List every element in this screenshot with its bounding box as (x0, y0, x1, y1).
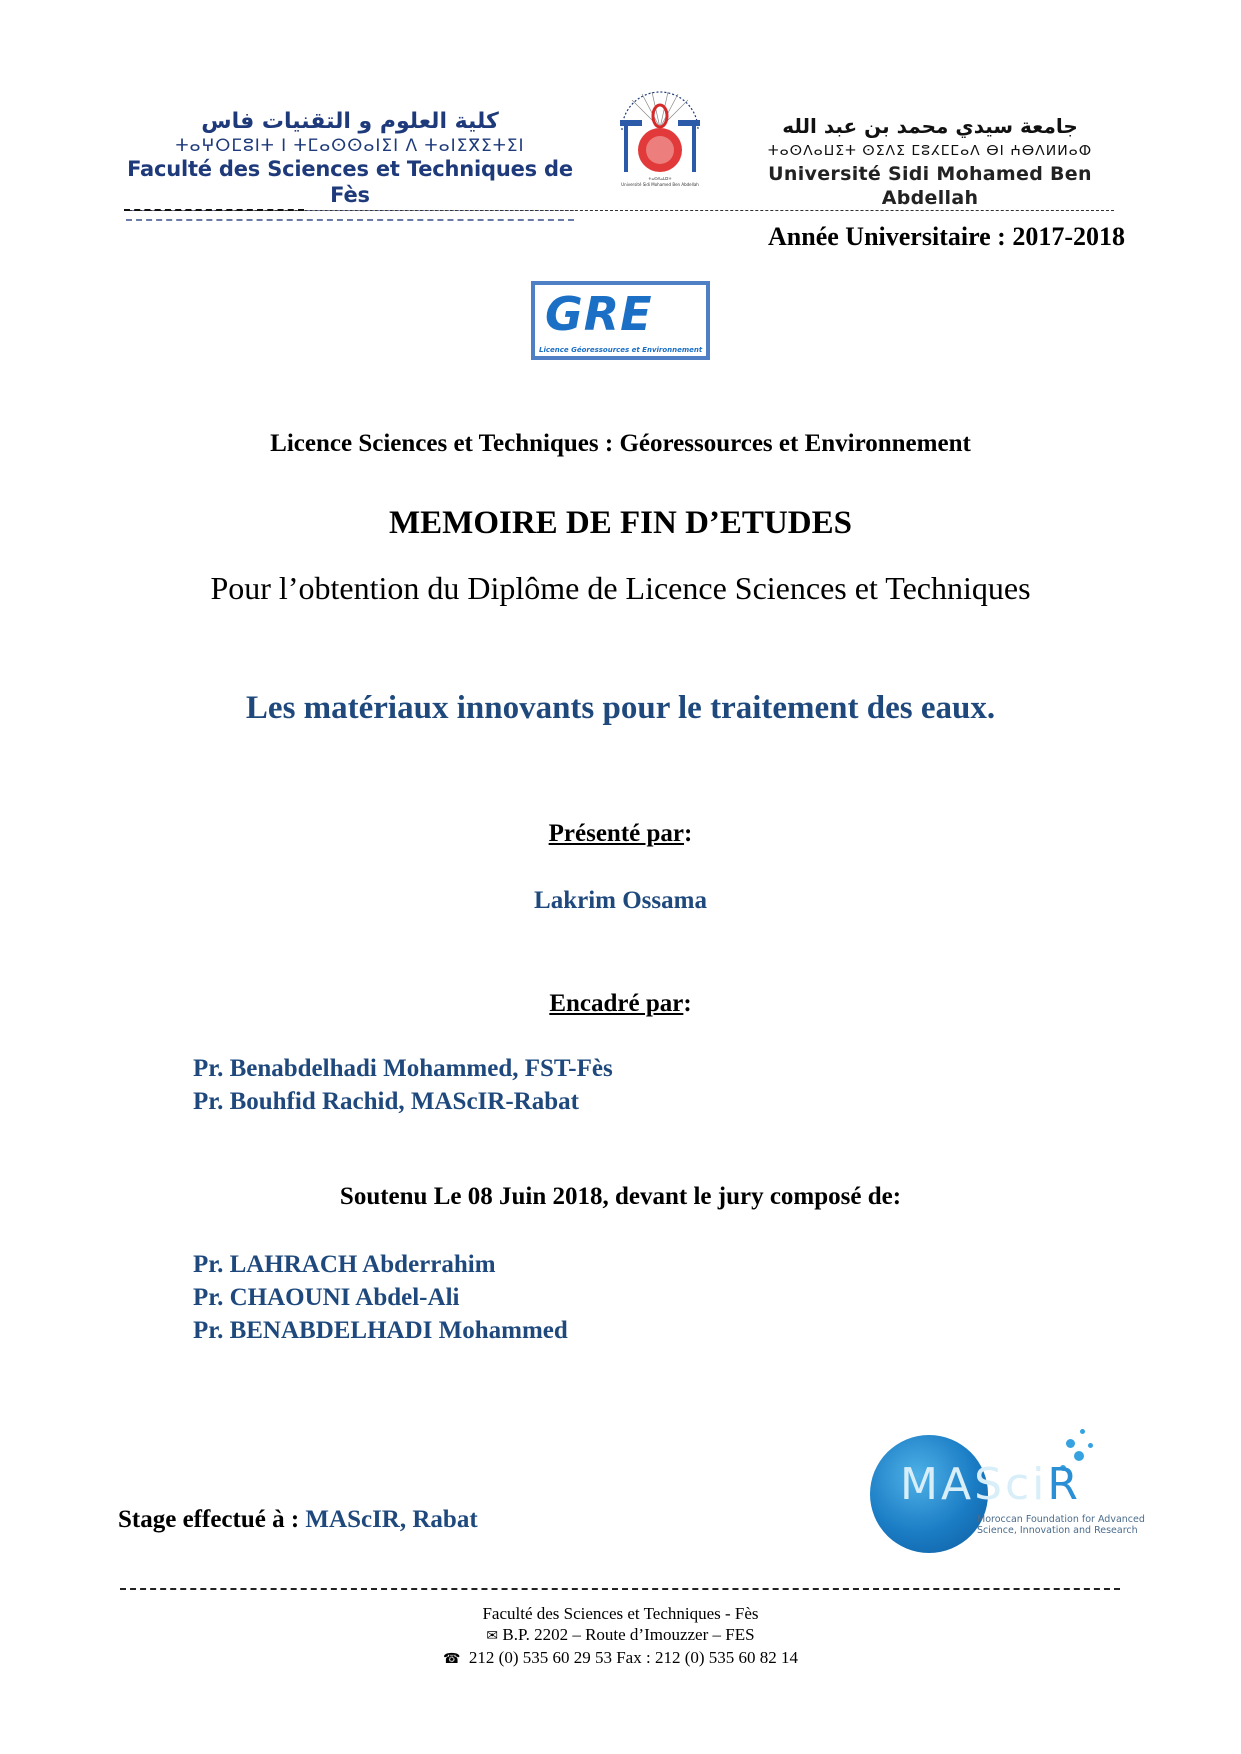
jury-list (193, 1248, 568, 1347)
supervisor-list (193, 1052, 613, 1118)
svg-text:ⵜⴰⵙⴷⴰⵡⵉⵜ: ⵜⴰⵙⴷⴰⵡⵉⵜ (648, 176, 672, 181)
jury-member: Pr. LAHRACH Abderrahim (193, 1251, 496, 1278)
student-name: Lakrim Ossama (534, 887, 707, 914)
jury-member: Pr. BENABDELHADI Mohammed (193, 1317, 568, 1344)
university-header (730, 112, 1130, 210)
jury-member: Pr. CHAOUNI Abdel-Ali (193, 1284, 460, 1311)
supervisor-item: Pr. Bouhfid Rachid, MAScIR-Rabat (193, 1088, 579, 1115)
footer-address-line (0, 1624, 1241, 1647)
thesis-title: Les matériaux innovants pour le traitement des eaux. (245, 690, 996, 726)
gre-logo-subtitle: Licence Géoressources et Environnement (539, 346, 703, 354)
mascir-logo (860, 1425, 1145, 1555)
faculty-name-tifinagh: ⵜⴰⵖⵔⵎⵓⵏⵜ ⵏ ⵜⵎⴰⵙⵙⴰⵏⵉⵏ ⴷ ⵜⴰⵏⵉⴳⵉⵜⵉⵏ (175, 136, 525, 156)
presented-by-heading: Présenté par: (548, 820, 693, 847)
supervised-by-label: Encadré par (549, 990, 684, 1017)
mascir-dot (1088, 1443, 1093, 1448)
phone-icon: ☎ (442, 1651, 461, 1667)
supervisor-item: Pr. Benabdelhadi Mohammed, FST-Fès (193, 1055, 613, 1082)
svg-text:Université Sidi Mohamed Ben Ab: Université Sidi Mohamed Ben Abdellah (621, 182, 699, 187)
presented-by-label: Présenté par (548, 820, 685, 847)
footer-divider (120, 1588, 1120, 1590)
document-type: MEMOIRE DE FIN D’ETUDES (389, 505, 852, 541)
defense-statement: Soutenu Le 08 Juin 2018, devant le jury composé de: (339, 1183, 902, 1210)
program-name: Licence Sciences et Techniques : Géoressources et Environnement (270, 430, 971, 457)
document-purpose: Pour l’obtention du Diplôme de Licence Sciences et Techniques (210, 570, 1031, 606)
faculty-header (120, 108, 580, 221)
gre-logo (531, 281, 710, 360)
mascir-logo-tagline: Moroccan Foundation for Advanced Science, Innovation and Research (977, 1514, 1145, 1536)
internship-place: MAScIR, Rabat (305, 1506, 478, 1533)
footer (0, 1603, 1241, 1670)
footer-address: B.P. 2202 – Route d’Imouzzer – FES (502, 1625, 755, 1644)
faculty-underline-divider (126, 210, 574, 221)
mail-icon: ✉ (486, 1628, 499, 1644)
internship-label: Stage effectué à : (118, 1506, 306, 1533)
internship-line (118, 1506, 478, 1534)
university-emblem-icon (612, 78, 708, 190)
university-name-arabic: جامعة سيدي محمد بن عبد الله (782, 114, 1078, 138)
academic-year: Année Universitaire : 2017-2018 (768, 222, 1125, 251)
university-name-french: Université Sidi Mohamed Ben Abdellah (768, 163, 1092, 209)
mascir-dot (1080, 1429, 1085, 1434)
mascir-dot (1066, 1439, 1075, 1448)
header-divider-accent (124, 209, 304, 211)
faculty-name-arabic: كلية العلوم و التقنيات فاس (201, 109, 499, 134)
gre-logo-letters: GRE (545, 287, 653, 341)
supervised-by-heading: Encadré par: (549, 990, 692, 1017)
university-name-tifinagh: ⵜⴰⵙⴷⴰⵡⵉⵜ ⵙⵉⴷⵉ ⵎⵓⵃⵎⵎⴰⴷ ⴱⵏ ⵄⴱⴷⵍⵍⴰⵀ (767, 143, 1093, 159)
footer-phone-line (0, 1647, 1241, 1670)
faculty-name-french: Faculté des Sciences et Techniques de Fès (127, 157, 573, 207)
footer-phone-fax: 212 (0) 535 60 29 53 Fax : 212 (0) 535 60 82 14 (468, 1648, 799, 1667)
footer-institution: Faculté des Sciences et Techniques - Fès (482, 1604, 759, 1623)
mascir-logo-wordmark: MASciR (900, 1459, 1081, 1510)
